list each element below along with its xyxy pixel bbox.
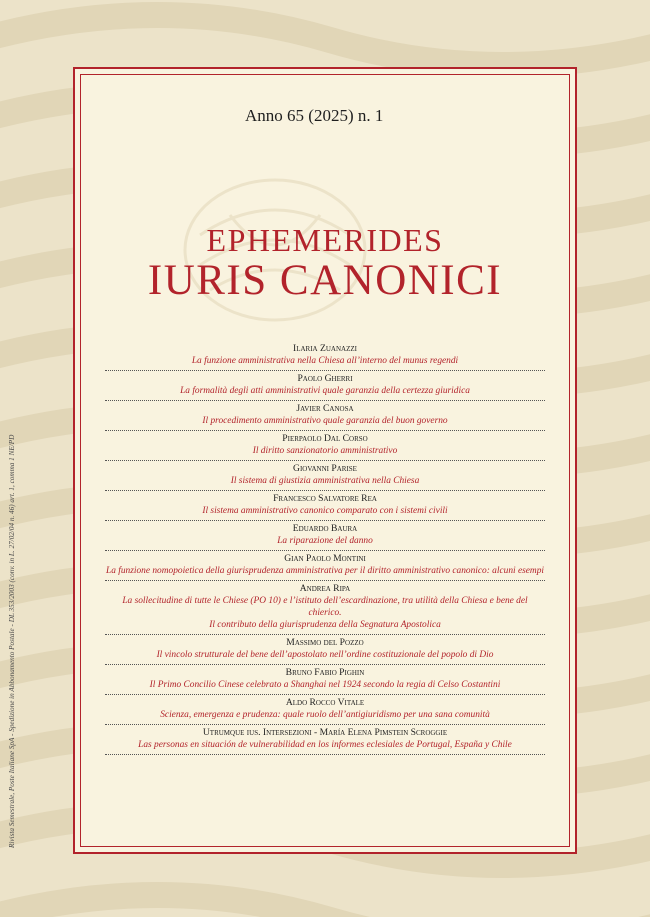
toc-author: Bruno Fabio Pighin: [285, 667, 365, 678]
toc-article-title: Il Primo Concilio Cinese celebrato a Shanghai nel 1924 secondo la regia di Celso Costantini: [149, 680, 501, 690]
toc-author: Eduardo Baura: [292, 523, 358, 534]
toc-author: Javier Canosa: [296, 403, 354, 414]
issue-info: Anno 65 (2025) n. 1: [245, 106, 384, 125]
toc-author: Utrumque ius. Intersezioni - María Elena Pimstein Scroggie: [202, 727, 448, 738]
toc-article-title: Scienza, emergenza e prudenza: quale ruolo dell’antigiuridismo per una sana comunità: [160, 710, 490, 720]
toc-article-title: La funzione nomopoietica della giurisprudenza amministrativa per il diritto amministrativo canonico: alcuni esempi: [106, 566, 544, 576]
toc-author: Aldo Rocco Vitale: [285, 697, 365, 708]
toc-entry: [105, 581, 545, 635]
toc-article-title: Il diritto sanzionatorio amministrativo: [252, 446, 398, 456]
toc-article-title: La formalità degli atti amministrativi quale garanzia della certezza giuridica: [180, 386, 470, 396]
toc-entry: [105, 491, 545, 521]
toc-entry: [105, 461, 545, 491]
toc-author: Ilaria Zuanazzi: [293, 343, 357, 354]
toc-author: Andrea Ripa: [299, 583, 351, 594]
toc-entry: [105, 521, 545, 551]
toc-entry: [105, 695, 545, 725]
table-of-contents: [105, 341, 545, 755]
toc-entry: [105, 635, 545, 665]
toc-article-title: Las personas en situación de vulnerabilidad en los informes eclesiales de Portugal, España y Chile: [138, 740, 512, 750]
journal-title-line2: IURIS CANONICI: [147, 257, 503, 304]
toc-author: Pierpaolo Dal Corso: [282, 433, 368, 444]
toc-article-title: Il procedimento amministrativo quale garanzia del buon governo: [202, 416, 448, 426]
toc-entry: [105, 551, 545, 581]
toc-article-title: Il sistema amministrativo canonico comparato con i sistemi civili: [202, 506, 448, 516]
toc-article-title: La riparazione del danno: [277, 536, 373, 546]
toc-author: Giovanni Parise: [293, 463, 357, 474]
toc-article-title: La sollecitudine di tutte le Chiese (PO 10) e l’istituto dell’escardinazione, tra utilità della Chiesa e bene del chierico.: [122, 596, 528, 618]
toc-entry: [105, 371, 545, 401]
toc-article-title-continued: Il contributo della giurisprudenza della Segnatura Apostolica: [209, 620, 441, 630]
toc-entry: [105, 341, 545, 371]
toc-entry: [105, 665, 545, 695]
toc-author: Paolo Gherri: [297, 373, 353, 384]
toc-author: Massimo del Pozzo: [286, 637, 364, 648]
toc-entry: [105, 401, 545, 431]
toc-entry: [105, 725, 545, 755]
toc-article-title: Il vincolo strutturale del bene dell’apostolato nell’ordine costituzionale del popolo di Dio: [156, 650, 494, 660]
toc-author: Gian Paolo Montini: [284, 553, 366, 564]
toc-article-title: La funzione amministrativa nella Chiesa all’interno del munus regendi: [191, 356, 459, 366]
toc-entry: [105, 431, 545, 461]
journal-title-line1: EPHEMERIDES: [206, 222, 444, 258]
toc-author: Francesco Salvatore Rea: [273, 493, 377, 504]
postal-side-note: Rivista Semestrale, Poste Italiane SpA - Spedizione in Abbonamento Postale - DL 353/2003 (conv. in L. 27/02/04 n. 46) art. 1, comma 1 NE/PD: [8, 434, 16, 848]
toc-article-title: Il sistema di giustizia amministrativa nella Chiesa: [230, 476, 420, 486]
